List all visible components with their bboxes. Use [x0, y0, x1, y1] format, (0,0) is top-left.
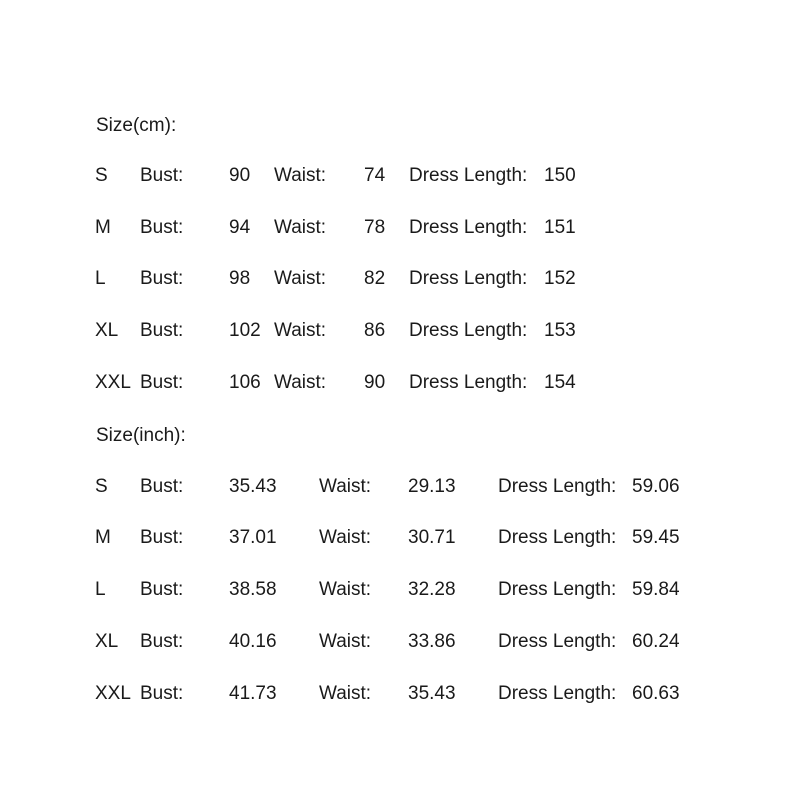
bust-value: 94: [229, 217, 251, 238]
cm-size-row: [0, 216, 800, 240]
waist-label: Waist:: [274, 217, 327, 238]
bust-value: 90: [229, 165, 251, 186]
size-label: S: [95, 165, 108, 186]
waist-label: Waist:: [319, 683, 372, 704]
dress-length-value: 152: [544, 268, 576, 289]
bust-label: Bust:: [140, 165, 184, 186]
dress-length-value: 60.63: [632, 683, 680, 704]
inch-size-row: [0, 682, 800, 706]
waist-label: Waist:: [319, 476, 372, 497]
bust-value: 37.01: [229, 527, 277, 548]
size-label: M: [95, 217, 111, 238]
inch-size-row: [0, 475, 800, 499]
dress-length-label: Dress Length:: [409, 320, 528, 341]
bust-label: Bust:: [140, 372, 184, 393]
waist-label: Waist:: [319, 631, 372, 652]
dress-length-value: 151: [544, 217, 576, 238]
size-label: S: [95, 476, 108, 497]
dress-length-value: 59.45: [632, 527, 680, 548]
bust-label: Bust:: [140, 579, 184, 600]
waist-value: 33.86: [408, 631, 456, 652]
bust-label: Bust:: [140, 527, 184, 548]
dress-length-value: 60.24: [632, 631, 680, 652]
size-label: L: [95, 579, 106, 600]
bust-label: Bust:: [140, 683, 184, 704]
waist-label: Waist:: [274, 165, 327, 186]
bust-label: Bust:: [140, 631, 184, 652]
size-label: XL: [95, 320, 119, 341]
size-label: XXL: [95, 372, 131, 393]
dress-length-label: Dress Length:: [498, 631, 617, 652]
dress-length-value: 153: [544, 320, 576, 341]
cm-size-row: [0, 164, 800, 188]
inch-size-row: [0, 526, 800, 550]
cm-size-row: [0, 371, 800, 395]
size-label: XXL: [95, 683, 131, 704]
bust-value: 38.58: [229, 579, 277, 600]
waist-value: 90: [364, 372, 386, 393]
dress-length-value: 59.06: [632, 476, 680, 497]
dress-length-label: Dress Length:: [498, 476, 617, 497]
bust-value: 40.16: [229, 631, 277, 652]
dress-length-value: 59.84: [632, 579, 680, 600]
size-label: L: [95, 268, 106, 289]
dress-length-value: 154: [544, 372, 576, 393]
bust-label: Bust:: [140, 268, 184, 289]
waist-value: 78: [364, 217, 386, 238]
bust-value: 102: [229, 320, 261, 341]
dress-length-label: Dress Length:: [498, 579, 617, 600]
dress-length-value: 150: [544, 165, 576, 186]
bust-value: 35.43: [229, 476, 277, 497]
bust-label: Bust:: [140, 476, 184, 497]
cm-size-row: [0, 267, 800, 291]
waist-label: Waist:: [319, 527, 372, 548]
bust-label: Bust:: [140, 320, 184, 341]
waist-label: Waist:: [274, 320, 327, 341]
waist-value: 86: [364, 320, 386, 341]
size-label: M: [95, 527, 111, 548]
size-label: XL: [95, 631, 119, 652]
waist-value: 29.13: [408, 476, 456, 497]
waist-label: Waist:: [319, 579, 372, 600]
bust-label: Bust:: [140, 217, 184, 238]
dress-length-label: Dress Length:: [409, 217, 528, 238]
cm-section-title: Size(cm):: [96, 115, 177, 136]
waist-label: Waist:: [274, 268, 327, 289]
dress-length-label: Dress Length:: [498, 527, 617, 548]
waist-value: 30.71: [408, 527, 456, 548]
waist-value: 74: [364, 165, 386, 186]
waist-label: Waist:: [274, 372, 327, 393]
dress-length-label: Dress Length:: [409, 165, 528, 186]
inch-size-row: [0, 578, 800, 602]
dress-length-label: Dress Length:: [409, 268, 528, 289]
bust-value: 106: [229, 372, 261, 393]
dress-length-label: Dress Length:: [409, 372, 528, 393]
bust-value: 41.73: [229, 683, 277, 704]
dress-length-label: Dress Length:: [498, 683, 617, 704]
waist-value: 32.28: [408, 579, 456, 600]
waist-value: 82: [364, 268, 386, 289]
cm-size-row: [0, 319, 800, 343]
inch-section-title: Size(inch):: [96, 425, 186, 446]
waist-value: 35.43: [408, 683, 456, 704]
bust-value: 98: [229, 268, 251, 289]
inch-size-row: [0, 630, 800, 654]
